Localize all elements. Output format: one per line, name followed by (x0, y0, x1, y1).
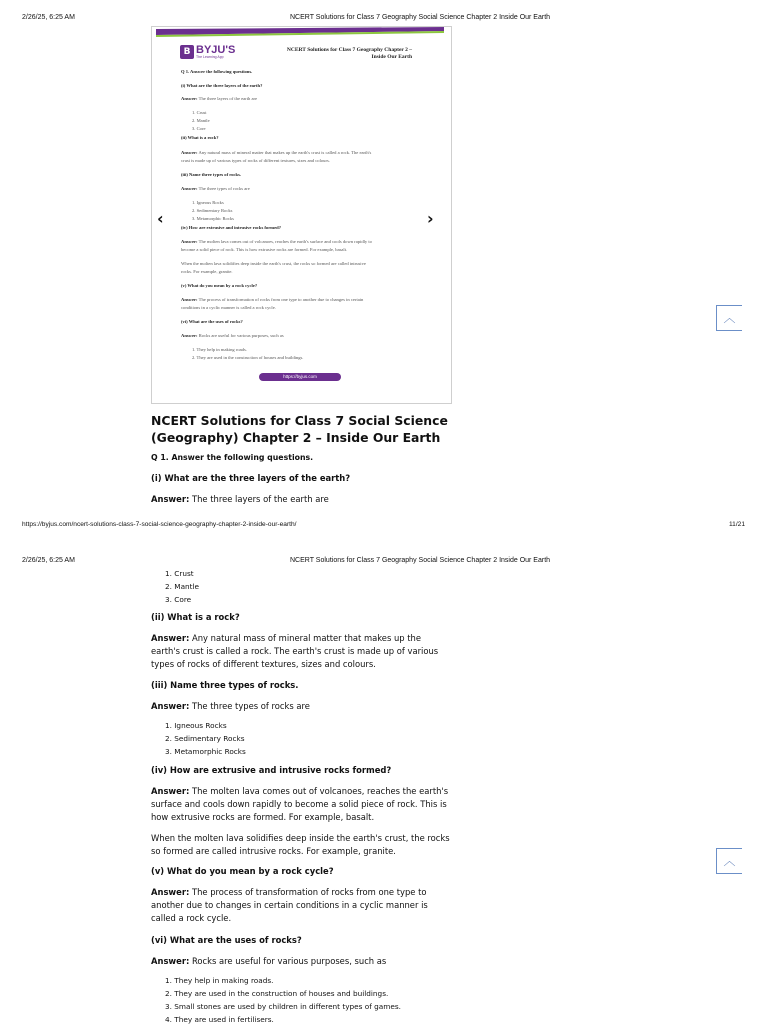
slide-answer: Answer: The process of transformation of rocks from one type to another due to changes in certain (181, 297, 364, 302)
slide-answer: Answer: Rocks are useful for various purposes, such as (181, 333, 284, 338)
question: (iv) How are extrusive and intrusive rocks formed? (151, 765, 392, 775)
slide-answer: Answer: The three layers of the earth are (181, 96, 258, 101)
list-item: 2. Sedimentary Rocks (165, 734, 245, 743)
list-item: 3. Metamorphic Rocks (165, 747, 246, 756)
byjus-logo (180, 44, 236, 61)
answer-line: surface and cools down rapidly to become a solid piece of rock. This is (151, 799, 447, 809)
slide-question: (i) What are the three layers of the earth? (181, 83, 263, 88)
slide-prev-arrow-icon[interactable]: ‹ (157, 209, 164, 228)
slide-answer-line: When the molten lava solidifies deep inside the earth's crust, the rocks so formed are called intrusive (181, 261, 366, 266)
slide-list-item: 1. Igneous Rocks (192, 200, 224, 205)
answer-line: When the molten lava solidifies deep inside the earth's crust, the rocks (151, 833, 450, 843)
article-title (151, 412, 451, 446)
answer-line: how extrusive rocks are formed. For example, basalt. (151, 812, 375, 822)
list-item: 1. Igneous Rocks (165, 721, 227, 730)
answer-line: another due to changes in certain conditions in a cyclic manner is (151, 900, 428, 910)
article-title-line: (Geography) Chapter 2 – Inside Our Earth (151, 430, 441, 445)
question: (iii) Name three types of rocks. (151, 680, 299, 690)
slide-answer-line: become a solid piece of rock. This is how extrusive rocks are formed. For example, basalt. (181, 247, 348, 252)
slide-list-item: 2. Sedimentary Rocks (192, 208, 233, 213)
slide-preview (151, 26, 452, 404)
answer: Answer: Rocks are useful for various purposes, such as (151, 956, 387, 966)
answer: Answer: Any natural mass of mineral matter that makes up the (151, 633, 422, 643)
chevron-up-icon: ︿ (723, 854, 736, 868)
print-header-date: 2/26/25, 6:25 AM (22, 557, 75, 564)
slide-url-badge[interactable]: https://byjus.com (259, 373, 341, 381)
slide-title (272, 47, 412, 61)
question: (v) What do you mean by a rock cycle? (151, 866, 334, 876)
logo-mark: B (180, 45, 194, 59)
slide-header-band (152, 27, 451, 39)
slide-question: (iii) Name three types of rocks. (181, 172, 242, 177)
print-header-title: NCERT Solutions for Class 7 Geography Social Science Chapter 2 Inside Our Earth (290, 14, 551, 21)
question: (i) What are the three layers of the earth? (151, 473, 351, 483)
slide-list-item: 2. They are used in the construction of houses and buildings. (192, 355, 304, 360)
answer-line: called a rock cycle. (151, 913, 232, 923)
slide-answer: Answer: Any natural mass of mineral matter that makes up the earth's crust is called a rock. The earth's (181, 150, 372, 155)
slide-answer: Answer: The three types of rocks are (181, 186, 250, 191)
print-footer-page: 11/21 (729, 521, 746, 528)
slide-question: (iv) How are extrusive and intrusive rocks formed? (181, 225, 281, 230)
list-item: 2. They are used in the construction of houses and buildings. (165, 989, 389, 998)
slide-answer: Answer: The molten lava comes out of volcanoes, reaches the earth's surface and cools down rapidly to (181, 239, 372, 244)
print-footer-url: https://byjus.com/ncert-solutions-class-7-social-science-geography-chapter-2-inside-our-earth/ (22, 521, 297, 528)
slide-question: (v) What do you mean by a rock cycle? (181, 283, 258, 288)
slide-question: (vi) What are the uses of rocks? (181, 319, 243, 324)
list-item: 4. They are used in fertilisers. (165, 1015, 274, 1024)
article-title-line: NCERT Solutions for Class 7 Social Science (151, 413, 448, 428)
answer: Answer: The molten lava comes out of volcanoes, reaches the earth's (151, 786, 449, 796)
slide-answer-line: crust is made up of various types of rocks of different textures, sizes and colours. (181, 158, 330, 163)
slide-list-item: 1. Crust (192, 110, 207, 115)
logo-word: BYJU'S (196, 44, 236, 56)
answer-line: types of rocks of different textures, sizes and colours. (151, 659, 376, 669)
logo-tagline: The Learning App (196, 55, 224, 59)
slide-answer-line: conditions in a cyclic manner is called a rock cycle. (181, 305, 276, 310)
slide-list-item: 2. Mantle (192, 118, 210, 123)
answer-line: earth's crust is called a rock. The earth's crust is made up of various (151, 646, 439, 656)
answer: Answer: The process of transformation of rocks from one type to (151, 887, 427, 897)
list-item: 2. Mantle (165, 582, 200, 591)
list-item: 3. Core (165, 595, 192, 604)
answer-line: so formed are called intrusive rocks. For example, granite. (151, 846, 396, 856)
slide-list-item: 3. Metamorphic Rocks (192, 216, 234, 221)
list-item: 3. Small stones are used by children in different types of games. (165, 1002, 401, 1011)
chevron-up-icon: ︿ (723, 311, 736, 325)
slide-list-item: 1. They help in making roads. (192, 347, 247, 352)
slide-question: (ii) What is a rock? (181, 135, 219, 140)
slide-title-line: Inside Our Earth (371, 54, 412, 60)
print-header-date: 2/26/25, 6:25 AM (22, 14, 75, 21)
slide-q-heading: Q 1. Answer the following questions. (181, 69, 253, 74)
list-item: 1. Crust (165, 569, 194, 578)
scroll-to-top-button[interactable] (716, 305, 742, 331)
question-heading: Q 1. Answer the following questions. (151, 453, 314, 462)
question: (ii) What is a rock? (151, 612, 240, 622)
slide-title-line: NCERT Solutions for Class 7 Geography Chapter 2 – (286, 47, 412, 53)
slide-next-arrow-icon[interactable]: › (427, 209, 434, 228)
slide-answer-line: rocks. For example, granite. (181, 269, 233, 274)
answer: Answer: The three layers of the earth are (151, 494, 329, 504)
print-header-title: NCERT Solutions for Class 7 Geography Social Science Chapter 2 Inside Our Earth (290, 557, 551, 564)
list-item: 1. They help in making roads. (165, 976, 274, 985)
scroll-to-top-button[interactable] (716, 848, 742, 874)
slide-list-item: 3. Core (192, 126, 206, 131)
question: (vi) What are the uses of rocks? (151, 935, 302, 945)
answer: Answer: The three types of rocks are (151, 701, 310, 711)
